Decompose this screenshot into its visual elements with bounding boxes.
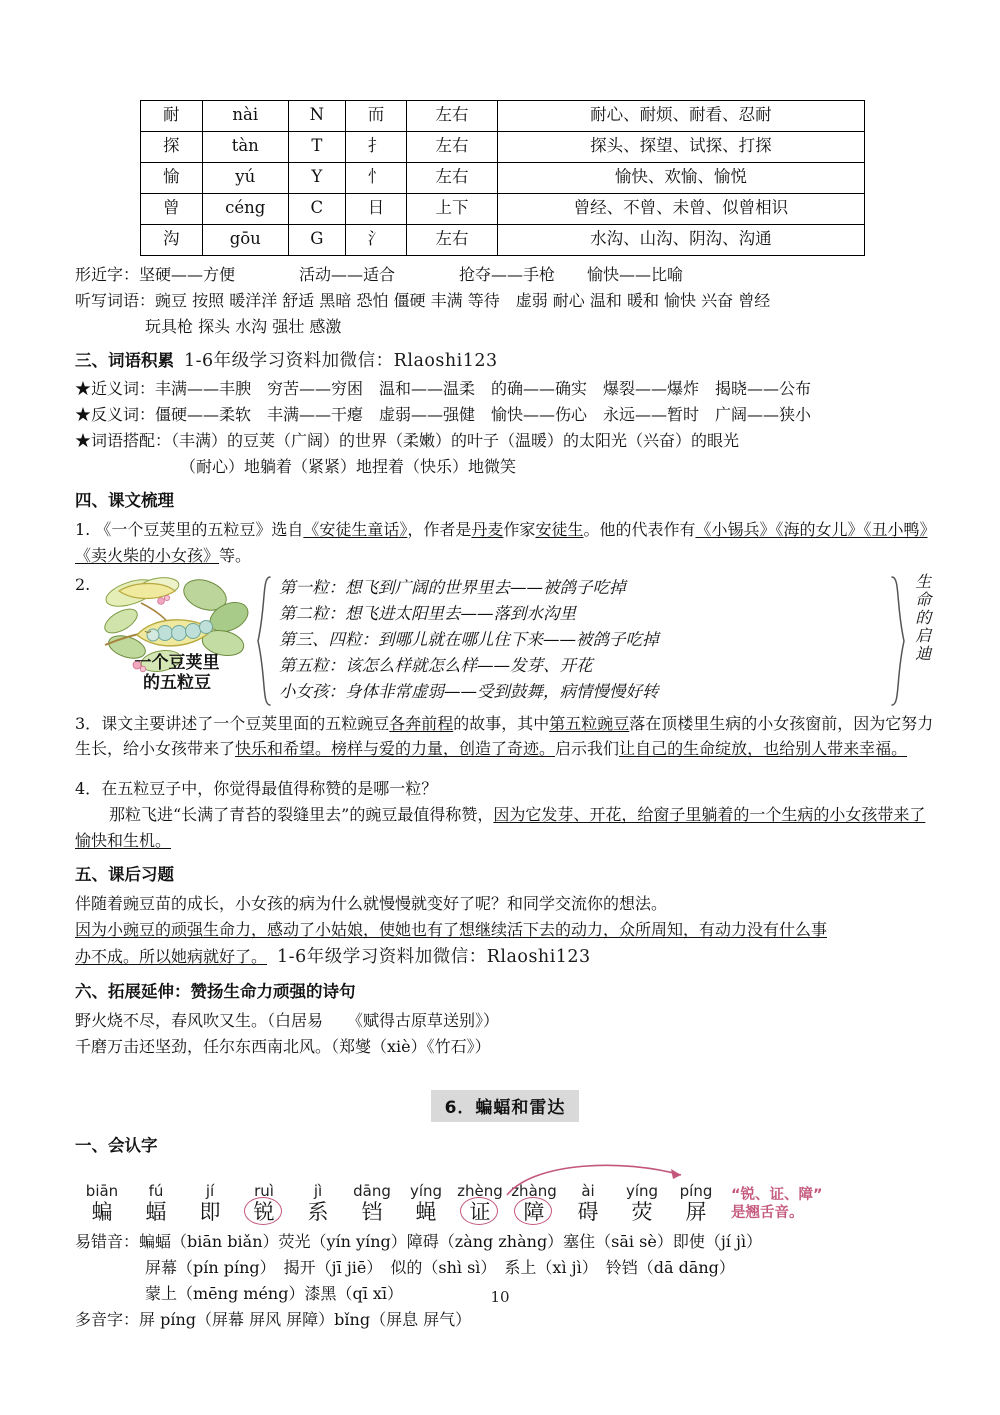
cell-char: 耐 — [141, 101, 203, 132]
collocation-text-1: （丰满）的豆荚（广阔）的世界（柔嫩）的叶子（温暖）的太阳光（兴奋）的眼光 — [171, 431, 740, 451]
similar-chars-label: 形近字： — [75, 264, 140, 284]
table-row — [141, 101, 865, 132]
section4-question-4 — [75, 776, 935, 802]
mispronounce-line-1 — [75, 1229, 935, 1255]
pinyin-cell — [129, 1183, 183, 1226]
left-brace-icon — [253, 573, 275, 709]
spacer — [75, 762, 935, 776]
poem-line-1: 野火烧不尽，春风吹又生。（白居易 《赋得古原草送别》） — [75, 1010, 500, 1030]
lesson6-sub1-header-row — [75, 1130, 935, 1161]
page-number: 10 — [490, 1288, 510, 1306]
pinyin-sound: jí — [205, 1181, 215, 1200]
cell-char: 沟 — [141, 224, 203, 255]
pea-pod-caption-line-1: 一个豆荚里 — [134, 652, 220, 673]
section4-question-1 — [75, 517, 935, 569]
cell-initial: T — [288, 131, 345, 162]
pinyin-cell-circled — [237, 1183, 291, 1226]
q2-number: 2. — [75, 574, 91, 594]
poem-line-2: 千磨万击还坚劲，任尔东西南北风。（郑燮（xiè）《竹石》） — [75, 1036, 491, 1056]
mindmap-item: 第五粒：该怎么样就怎么样——发芽、开花 — [279, 655, 593, 675]
pinyin-sound: ruì — [254, 1181, 274, 1200]
q4-number: 4． — [75, 779, 102, 799]
cell-words: 水沟、山沟、阴沟、沟通 — [497, 224, 864, 255]
polyphone-line — [75, 1307, 935, 1333]
cell-structure: 左右 — [407, 101, 497, 132]
q1-text-a: 《一个豆荚里的五粒豆》选自 — [95, 519, 304, 539]
cell-structure: 左右 — [407, 131, 497, 162]
pinyin-cell — [561, 1183, 615, 1226]
collocation-line-2: （耐心）地躺着（紧紧）地捏着（快乐）地微笑 — [180, 457, 517, 477]
section5-answer-line-1: 因为小豌豆的顽强生命力，感动了小姑娘，使她也有了想继续活下去的动力，众所周知，有动力没有什么事 — [75, 919, 828, 939]
red-note-line-2: 是翘舌音。 — [731, 1205, 804, 1222]
pinyin-char: 蝙 — [91, 1200, 113, 1224]
pinyin-cell — [399, 1183, 453, 1226]
pinyin-char: 即 — [199, 1200, 221, 1224]
section-6-header-row — [75, 976, 935, 1007]
mispronounce-label: 易错音： — [75, 1232, 140, 1252]
lesson-6-title: 6．蝙蝠和雷达 — [431, 1090, 580, 1122]
pinyin-char: 锐 — [249, 1199, 279, 1225]
section4-question-3 — [75, 711, 935, 763]
mindmap-item: 第三、四粒：到哪儿就在哪儿住下来——被鸽子吃掉 — [279, 629, 659, 649]
pinyin-char: 证 — [465, 1199, 495, 1225]
cell-pinyin: céng — [202, 193, 288, 224]
pinyin-char: 屏 — [685, 1200, 707, 1224]
mispronounce-line-2: 屏幕（pín píng） 揭开（jī jiē） 似的（shì sì） 系上（xì jì） 铃铛（dā dāng） — [145, 1258, 735, 1278]
brace-left-glyph — [254, 575, 274, 707]
mindmap-block — [75, 573, 935, 709]
brace-right-glyph — [888, 575, 908, 707]
pinyin-sound: biān — [85, 1181, 119, 1200]
right-brace-icon — [887, 573, 909, 709]
dictation-label: 听写词语： — [75, 290, 156, 310]
q3-number: 3． — [75, 713, 102, 733]
q3-text-c: 落在顶楼里生病的小女孩窗前，因为它努力生长，给小女孩带来了 — [75, 713, 934, 759]
antonyms-line: ★反义词：僵硬——柔软 丰满——干瘪 虚弱——强健 愉快——伤心 永远——暂时 广阔——狭小 — [75, 405, 812, 425]
pinyin-char: 障 — [519, 1199, 549, 1225]
cell-initial: G — [288, 224, 345, 255]
cell-char: 探 — [141, 131, 203, 162]
pinyin-cell — [345, 1183, 399, 1226]
cell-words: 探头、探望、试探、打探 — [497, 131, 864, 162]
mindmap-item-list — [275, 573, 887, 705]
pinyin-cell — [75, 1183, 129, 1226]
q1-underline-1: 《安徒生童话》 — [303, 519, 408, 539]
section-6-heading: 六、拓展延伸：赞扬生命力顽强的诗句 — [75, 981, 356, 1001]
q3-underline-5: 让自己的生命绽放，也给别人带来幸福。 — [619, 739, 908, 759]
pinyin-char: 蝇 — [415, 1200, 437, 1224]
pinyin-char: 铛 — [361, 1200, 383, 1224]
section5-question: 伴随着豌豆苗的成长，小女孩的病为什么就慢慢就变好了呢？和同学交流你的想法。 — [75, 893, 668, 913]
cell-initial: N — [288, 101, 345, 132]
watermark-text-2: 1-6年级学习资料加微信：Rlaoshi123 — [277, 946, 591, 967]
q1-text-d: 。他的代表作有 — [583, 519, 696, 539]
pinyin-sound: yíng — [625, 1181, 659, 1200]
cell-pinyin: yú — [202, 162, 288, 193]
pinyin-cell — [183, 1183, 237, 1226]
section-5-header-row — [75, 859, 935, 890]
q3-underline-4: 榜样与爱的力量，创造了奇迹。 — [331, 739, 556, 759]
section-3-header-row — [75, 345, 935, 376]
cell-radical: 氵 — [345, 224, 407, 255]
q4-answer-part-1: 那粒飞进“长满了青苔的裂缝里去”的豌豆最值得称赞， — [109, 805, 494, 825]
q3-text-d: 启示我们 — [555, 739, 620, 759]
similar-chars-line — [75, 262, 935, 288]
q4-text: 在五粒豆子中，你觉得最值得称赞的是哪一粒？ — [101, 779, 438, 799]
pinyin-cell-circled — [453, 1183, 507, 1226]
pinyin-sound: píng — [679, 1181, 713, 1200]
cell-words: 曾经、不曾、未曾、似曾相识 — [497, 193, 864, 224]
character-table — [140, 100, 865, 256]
pinyin-character-strip — [75, 1163, 935, 1225]
cell-initial: C — [288, 193, 345, 224]
cell-pinyin: gōu — [202, 224, 288, 255]
pinyin-cell-circled — [507, 1183, 561, 1226]
cell-structure: 上下 — [407, 193, 497, 224]
dictation-words-1: 豌豆 按照 暖洋洋 舒适 黑暗 恐怕 僵硬 丰满 等待 虚弱 耐心 温和 暖和 愉快 兴奋 曾经 — [155, 290, 771, 310]
similar-chars-pairs: 坚硬——方便 活动——适合 抢夺——手枪 愉快——比喻 — [139, 264, 684, 284]
q3-underline-3: 快乐和希望。 — [235, 739, 332, 759]
section-3-heading: 三、词语积累 — [75, 350, 174, 370]
q1-text-b: ，作者是 — [407, 519, 472, 539]
pea-pod-caption — [101, 653, 253, 693]
cell-initial: Y — [288, 162, 345, 193]
page-content — [75, 100, 935, 1333]
synonyms-line: ★近义词：丰满——丰腴 穷苦——穷困 温和——温柔 的确——确实 爆裂——爆炸 揭晓——公布 — [75, 379, 812, 399]
table-row — [141, 224, 865, 255]
cell-words: 愉快、欢愉、愉悦 — [497, 162, 864, 193]
pinyin-sound: fú — [148, 1181, 164, 1200]
section-4-header-row — [75, 485, 935, 516]
mispronounce-text-1: 蝙蝠（biān biǎn）荧光（yín yíng）障碍（zàng zhàng）塞住（sāi sè）即使（jí jì） — [139, 1232, 763, 1252]
pinyin-char: 荧 — [631, 1200, 653, 1224]
cell-pinyin: tàn — [202, 131, 288, 162]
pinyin-sound: yíng — [409, 1181, 443, 1200]
q1-text-c: 作家 — [503, 519, 536, 539]
q3-text-b: 的故事，其中 — [453, 713, 550, 733]
cell-structure: 左右 — [407, 162, 497, 193]
table-row — [141, 193, 865, 224]
pinyin-char: 碍 — [577, 1200, 599, 1224]
pinyin-sound: dāng — [353, 1181, 391, 1200]
table-row — [141, 162, 865, 193]
cell-char: 曾 — [141, 193, 203, 224]
dictation-line-1 — [75, 288, 935, 314]
cell-structure: 左右 — [407, 224, 497, 255]
table-body — [141, 101, 865, 256]
cell-radical: 忄 — [345, 162, 407, 193]
section5-answer-line-2: 办不成。所以她病就好了。 — [75, 946, 268, 966]
lesson-6-title-row — [75, 1090, 935, 1122]
mindmap-item: 第一粒：想飞到广阔的世界里去——被鸽子吃掉 — [279, 577, 626, 597]
cell-char: 愉 — [141, 162, 203, 193]
section5-answer-line-2-row — [75, 943, 935, 971]
section-5-heading: 五、课后习题 — [75, 865, 174, 885]
polyphone-text: 屏 píng（屏幕 屏风 屏障）bǐng（屏息 屏气） — [139, 1309, 472, 1329]
mispronounce-line-3: 蒙上（mēng méng）漆黑（qī xī） — [145, 1284, 404, 1304]
collocation-line-1 — [75, 428, 935, 454]
q1-underline-4: 《小锡兵》《海的女儿》《丑小鸭》《卖火柴的小女孩》 — [75, 519, 928, 565]
collocation-label: ★词语搭配： — [75, 431, 172, 451]
table-row — [141, 131, 865, 162]
red-note-line-1: “锐、证、障” — [731, 1186, 823, 1203]
pinyin-char: 蝠 — [145, 1200, 167, 1224]
pinyin-cell — [291, 1183, 345, 1226]
lesson6-recognize-heading: 一、会认字 — [75, 1135, 158, 1155]
pea-pod-illustration-wrap — [101, 573, 253, 693]
mindmap-item: 小女孩：身体非常虚弱——受到鼓舞，病情慢慢好转 — [279, 681, 659, 701]
pinyin-sound: zhàng — [511, 1181, 557, 1200]
red-annotation-note — [731, 1186, 823, 1226]
pinyin-char: 系 — [307, 1200, 329, 1224]
dictation-line-2: 玩具枪 探头 水沟 强壮 感激 — [145, 316, 342, 336]
cell-radical: 扌 — [345, 131, 407, 162]
q1-number: 1. — [75, 519, 91, 539]
watermark-text-1: 1-6年级学习资料加微信：Rlaoshi123 — [184, 350, 498, 371]
cell-pinyin: nài — [202, 101, 288, 132]
pinyin-sound: jì — [313, 1181, 323, 1200]
pinyin-cell — [669, 1183, 723, 1226]
q3-text-a: 课文主要讲述了一个豆荚里面的五粒豌豆 — [101, 713, 390, 733]
section4-answer-4 — [75, 802, 935, 854]
pinyin-sound: zhèng — [457, 1181, 503, 1200]
cell-radical: 而 — [345, 101, 407, 132]
cell-radical: 日 — [345, 193, 407, 224]
mindmap-item: 第二粒：想飞进太阳里去——落到水沟里 — [279, 603, 576, 623]
mindmap-summary-label: 生命的启迪 — [912, 572, 932, 663]
cell-words: 耐心、耐烦、耐看、忍耐 — [497, 101, 864, 132]
q3-underline-2: 第五粒豌豆 — [549, 713, 630, 733]
q1-underline-3: 安徒生 — [535, 519, 584, 539]
pinyin-cell — [615, 1183, 669, 1226]
q3-underline-1: 各奔前程 — [389, 713, 454, 733]
section-4-heading: 四、课文梳理 — [75, 490, 174, 510]
pea-pod-caption-line-2: 的五粒豆 — [143, 672, 211, 693]
polyphone-label: 多音字： — [75, 1309, 140, 1329]
q4-answer-underline: 因为它发芽、开花，给窗子里躺着的一个生病的小女孩带来了愉快和生机。 — [75, 805, 926, 851]
q1-text-e: 等。 — [219, 545, 252, 565]
q1-underline-2: 丹麦 — [471, 519, 504, 539]
pinyin-sound: ài — [581, 1181, 595, 1200]
